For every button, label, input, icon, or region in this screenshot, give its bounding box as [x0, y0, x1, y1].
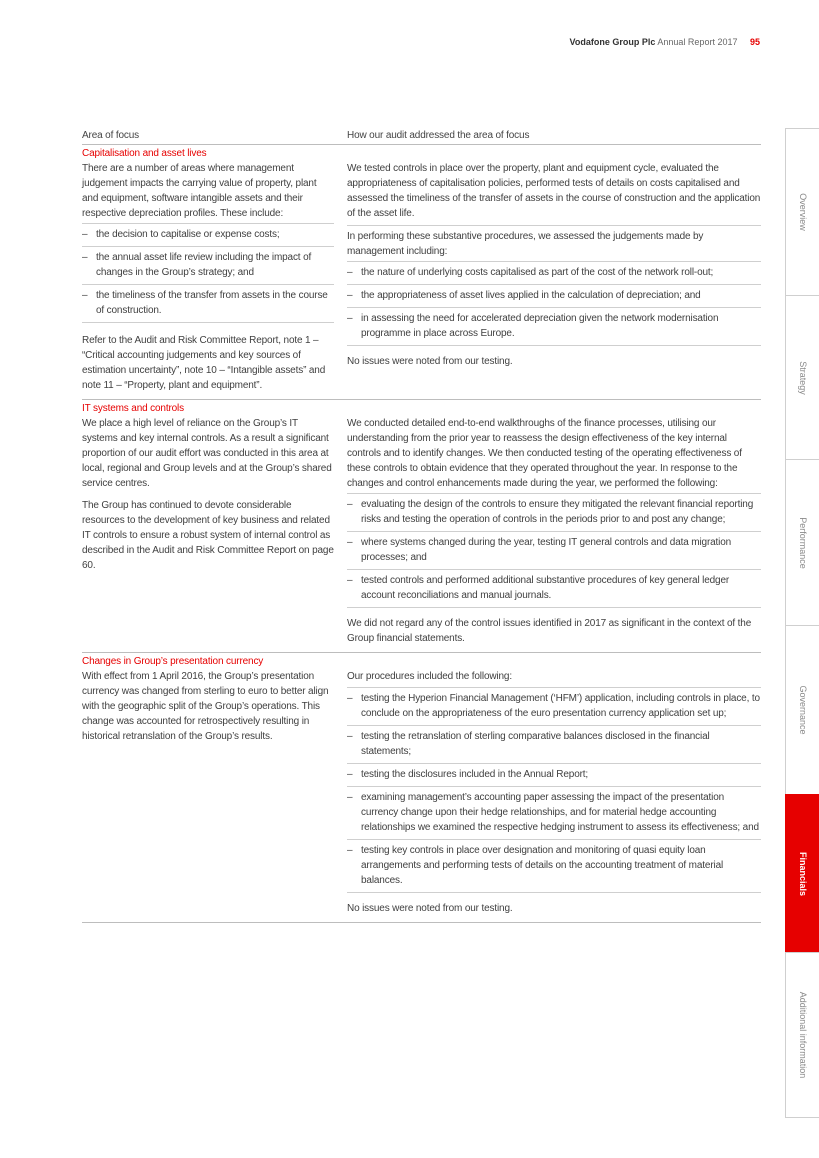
response-bullet: – the nature of underlying costs capitalised as part of the cost of the network roll-out; — [347, 261, 761, 284]
audit-response-cell — [347, 145, 761, 393]
tab-overview[interactable] — [785, 128, 819, 295]
response-paragraph: Our procedures included the following: — [347, 671, 512, 682]
tab-label: Financials — [797, 851, 808, 896]
response-bullet: – tested controls and performed additional substantive procedures of key general ledger account reconciliations and manual journals. — [347, 569, 761, 608]
section-capitalisation — [82, 145, 761, 400]
section-presentation-currency — [82, 653, 761, 923]
focus-reference: Refer to the Audit and Risk Committee Report, note 1 – “Critical accounting judgements and key sources of estimation uncertainty”, note 10 – “Intangible assets” and note 11 – “Property, plant and equipment”. — [82, 335, 326, 391]
tab-performance[interactable] — [785, 459, 819, 625]
response-conclusion: No issues were noted from our testing. — [347, 356, 513, 367]
area-of-focus-cell — [82, 145, 334, 393]
response-bullet: – examining management’s accounting paper assessing the impact of the presentation currency change upon their hedge relationships, and for material hedge accounting relationships we examined the respective hedging instrument to assess its effectiveness; and — [347, 786, 761, 839]
column-headers — [82, 128, 761, 145]
focus-bullet: – the annual asset life review including the impact of changes in the Group’s strategy; and — [82, 246, 334, 284]
response-bullet: – testing key controls in place over designation and monitoring of quasi equity loan arrangements and performing tests of details on the accounting treatment of material balances. — [347, 839, 761, 893]
tab-label: Strategy — [797, 360, 808, 395]
section-title: Changes in Group’s presentation currency — [82, 656, 264, 667]
focus-paragraph: There are a number of areas where management judgement impacts the carrying value of property, plant and equipment, software intangible assets and their respective depreciation profiles. These include: — [82, 163, 317, 219]
tab-financials[interactable] — [785, 794, 819, 952]
column-header-area-of-focus: Area of focus — [82, 130, 139, 141]
section-title: IT systems and controls — [82, 403, 184, 414]
response-paragraph: We conducted detailed end-to-end walkthroughs of the finance processes, utilising our understanding from the prior year to reassess the design effectiveness of the key internal controls and to identify changes. We then conducted testing of the operating effectiveness of these controls to obtain evidence that they operated throughout the year. In response to the changes and control enhancements made during the year, we performed the following: — [347, 418, 742, 489]
company-name: Vodafone Group Plc — [569, 37, 656, 47]
running-header — [570, 37, 760, 47]
audit-response-cell — [347, 400, 761, 646]
section-it-systems — [82, 400, 761, 653]
audit-response-cell — [347, 653, 761, 916]
section-title: Capitalisation and asset lives — [82, 148, 207, 159]
response-bullet: – in assessing the need for accelerated depreciation given the network modernisation programme in place across Europe. — [347, 307, 761, 346]
response-bullet: – testing the retranslation of sterling comparative balances disclosed in the financial statements; — [347, 725, 761, 763]
tab-strategy[interactable] — [785, 295, 819, 459]
area-of-focus-cell — [82, 400, 334, 646]
page-number: 95 — [749, 37, 760, 47]
focus-paragraph: The Group has continued to devote considerable resources to the development of key business and related IT controls to ensure a robust system of internal control as described in the Audit and Risk Committee Report on page 60. — [82, 500, 334, 571]
response-conclusion: No issues were noted from our testing. — [347, 903, 513, 914]
response-bullet: – the appropriateness of asset lives applied in the calculation of depreciation; and — [347, 284, 761, 307]
column-header-audit-response: How our audit addressed the area of focus — [347, 130, 530, 141]
focus-bullet: – the timeliness of the transfer from assets in the course of construction. — [82, 284, 334, 323]
response-bullet: – testing the disclosures included in the Annual Report; — [347, 763, 761, 786]
audit-focus-table — [82, 128, 761, 923]
section-side-tabs — [785, 128, 819, 1118]
response-conclusion: We did not regard any of the control issues identified in 2017 as significant in the context of the Group financial statements. — [347, 618, 752, 644]
focus-paragraph: We place a high level of reliance on the Group’s IT systems and key internal controls. As a result a significant proportion of our audit effort was conducted in this area at local, regional and Group levels and at the Group’s shared service centres. — [82, 418, 332, 489]
tab-governance[interactable] — [785, 625, 819, 794]
response-paragraph: We tested controls in place over the property, plant and equipment cycle, evaluated the appropriateness of capitalisation policies, performed tests of details on costs capitalised and assessed the timeliness of the transfer of assets in the course of construction and the application of the asset life. — [347, 163, 761, 219]
tab-label: Additional information — [797, 991, 808, 1079]
response-paragraph: In performing these substantive procedures, we assessed the judgements made by management including: — [347, 225, 761, 259]
focus-paragraph: With effect from 1 April 2016, the Group’s presentation currency was changed from sterling to euro to better align with the geographic split of the Group’s operations. This change was accounted for retrospectively resulting in historical retranslation of the Group’s results. — [82, 671, 329, 742]
tab-additional-information[interactable] — [785, 952, 819, 1118]
tab-label: Governance — [797, 685, 808, 735]
response-bullet: – where systems changed during the year, testing IT general controls and data migration processes; and — [347, 531, 761, 569]
focus-bullet: – the decision to capitalise or expense costs; — [82, 223, 334, 246]
tab-label: Performance — [797, 516, 808, 569]
response-bullet: – testing the Hyperion Financial Management (‘HFM’) application, including controls in place, to conclude on the appropriateness of the euro presentation currency application set up; — [347, 687, 761, 725]
area-of-focus-cell — [82, 653, 334, 916]
report-title: Annual Report 2017 — [657, 37, 738, 47]
response-bullet: – evaluating the design of the controls to ensure they mitigated the relevant financial reporting risks and testing the operation of controls in the periods prior to and post any change; — [347, 493, 761, 531]
tab-label: Overview — [797, 193, 808, 231]
